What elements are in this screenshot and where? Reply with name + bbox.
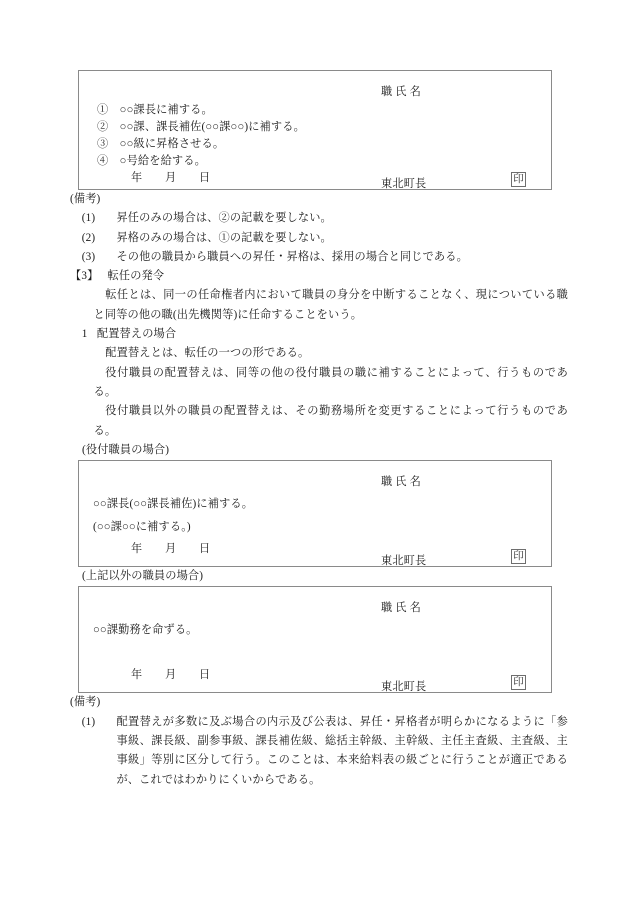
note-text: 昇任のみの場合は、②の記載を要しない。 [116, 212, 332, 225]
note-text: 配置替えが多数に及ぶ場合の内示及び公表は、昇任・昇格者が明らかになるように「参事級、課長級、副参事級、課長補佐級、総括主幹級、主幹級、主任主査級、主査級、主事級」等別に区分して行う。このことは、本来給料表の級ごとに行うことが適正であるが、これではわかりにくいからである。 [116, 715, 568, 786]
order-box-caption-b: (上記以外の職員の場合) [82, 570, 204, 583]
note-item [82, 248, 568, 267]
section-heading [70, 267, 568, 286]
subsection-heading-text: 配置替えの場合 [96, 328, 177, 341]
body-paragraph: 配置替えとは、転任の一つの形である。 [105, 347, 310, 360]
order-item: ② ○○課、課長補佐(○○課○○)に補する。 [97, 121, 305, 133]
subsection-number: 1 [81, 328, 88, 341]
note-text: 昇格のみの場合は、①の記載を要しない。 [116, 231, 332, 244]
order-signer: 東北町長 [381, 555, 427, 568]
order-name-header: 職 氏 名 [381, 86, 421, 98]
note-number: (1) [81, 715, 96, 728]
note-item [82, 229, 568, 248]
order-signer: 東北町長 [381, 681, 427, 694]
order-date-line: 年 月 日 [131, 669, 211, 682]
seal-stamp-icon: 印 [511, 549, 526, 564]
note-number: (3) [81, 250, 96, 263]
order-box-caption-a: (役付職員の場合) [82, 443, 170, 456]
note-text: その他の職員から職員への昇任・昇格は、採用の場合と同じである。 [116, 250, 468, 263]
subsection-heading [82, 325, 568, 344]
order-body-line: ○○課長(○○課長補佐)に補する。 [93, 498, 254, 511]
order-body-line: (○○課○○に補する。) [93, 521, 191, 534]
note-number: (2) [81, 231, 96, 244]
order-item: ④ ○号給を給する。 [97, 155, 206, 167]
notes-label-2: (備考) [70, 696, 101, 709]
transfer-order-box-general [78, 586, 552, 693]
seal-stamp-icon: 印 [511, 675, 526, 690]
body-paragraph: 役付職員の配置替えは、同等の他の役付職員の職に補することによって、行うものである。 [93, 366, 568, 398]
appointment-order-box [78, 70, 552, 190]
section-intro-paragraph: 転任とは、同一の任命権者内において職員の身分を中断することなく、現についている職と同等の他の職(出先機関等)に任命することをいう。 [93, 289, 568, 321]
seal-stamp-icon: 印 [511, 172, 526, 187]
order-item: ① ○○課長に補する。 [97, 104, 213, 116]
order-name-header: 職 氏 名 [381, 602, 421, 615]
order-date-line: 年 月 日 [131, 172, 211, 184]
section-heading-number: 【3】 [70, 270, 99, 283]
note-item [82, 713, 568, 790]
order-date-line: 年 月 日 [131, 543, 211, 556]
notes-label-1: (備考) [70, 193, 101, 205]
order-signer: 東北町長 [381, 178, 427, 190]
body-paragraph: 役付職員以外の職員の配置替えは、その勤務場所を変更することによって行うものである。 [93, 405, 568, 437]
order-body-line: ○○課勤務を命ずる。 [93, 624, 198, 637]
note-number: (1) [81, 212, 96, 225]
order-name-header: 職 氏 名 [381, 476, 421, 489]
note-item [82, 209, 568, 228]
order-item: ③ ○○級に昇格させる。 [97, 138, 225, 150]
transfer-order-box-officer [78, 460, 552, 567]
section-heading-text: 転任の発令 [107, 270, 165, 283]
